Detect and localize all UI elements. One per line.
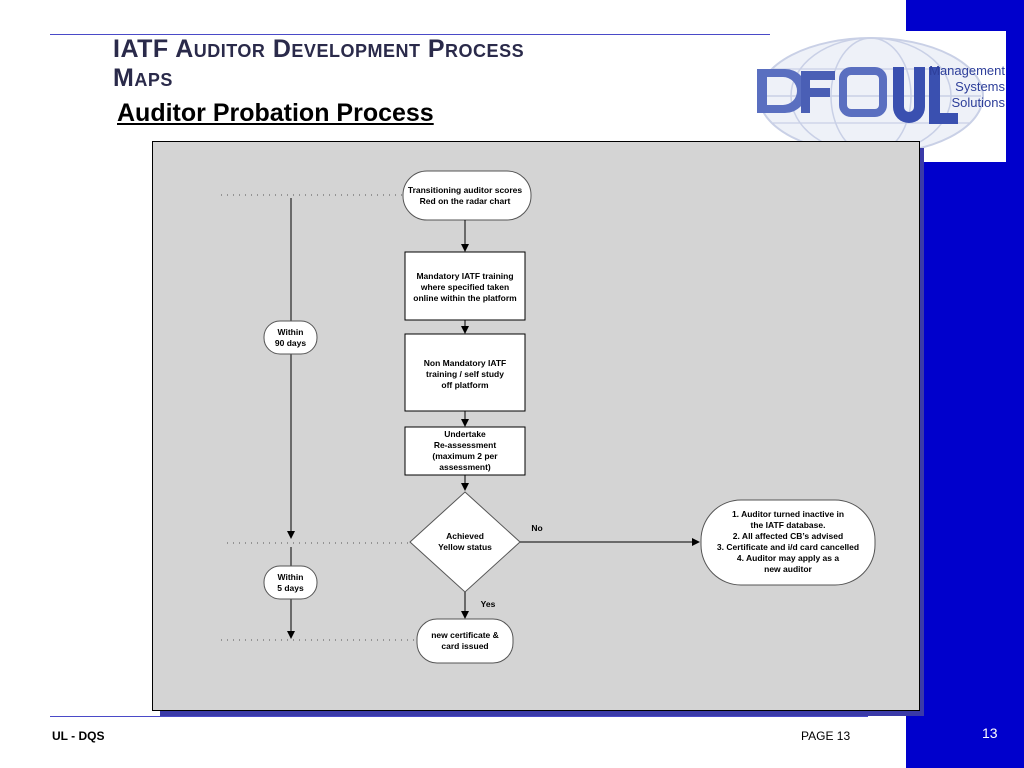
- outcome-yes-line2: card issued: [441, 641, 489, 651]
- page-title-line1: IATF Auditor Development Process: [113, 35, 525, 63]
- decision-line2: Yellow status: [438, 542, 492, 552]
- mandatory-training-line2: where specified taken: [420, 282, 510, 292]
- start-node-line2: Red on the radar chart: [419, 196, 511, 206]
- page-title-line2: Maps: [113, 64, 173, 92]
- footer-page-label: PAGE 13: [801, 729, 851, 743]
- no-label: No: [531, 523, 543, 533]
- start-node-line1: Transitioning auditor scores: [407, 185, 523, 195]
- flowchart-panel: [152, 141, 920, 711]
- reassessment-line1: Undertake: [444, 429, 486, 439]
- page-subtitle: Auditor Probation Process: [117, 99, 434, 127]
- flowchart: [153, 142, 921, 712]
- reassessment-line3: (maximum 2 per: [432, 451, 498, 461]
- yes-label: Yes: [480, 599, 496, 609]
- mandatory-training-line1: Mandatory IATF training: [416, 271, 514, 281]
- outcome-no-line3: 2. All affected CB’s advised: [732, 531, 844, 541]
- non-mandatory-training-line2: training / self study: [426, 369, 504, 379]
- logo-text-line2: Systems: [955, 79, 1005, 94]
- logo-text: [917, 63, 1005, 111]
- non-mandatory-training-line3: off platform: [441, 380, 489, 390]
- decision-line1: Achieved: [446, 531, 484, 541]
- timing-5-days-line2: 5 days: [277, 583, 304, 593]
- bottom-rule: [50, 716, 868, 717]
- reassessment-line4: assessment): [439, 462, 491, 472]
- outcome-no-line6: new auditor: [764, 564, 812, 574]
- reassessment-line2: Re-assessment: [433, 440, 497, 450]
- outcome-no-line2: the IATF database.: [750, 520, 826, 530]
- outcome-no-line1: 1. Auditor turned inactive in: [731, 509, 845, 519]
- page-title: [113, 35, 524, 93]
- footer-company: UL - DQS: [52, 729, 105, 743]
- timing-90-days-line2: 90 days: [274, 338, 307, 348]
- non-mandatory-training-line1: Non Mandatory IATF: [423, 358, 507, 368]
- logo-text-line3: Solutions: [951, 95, 1005, 110]
- logo-text-line1: Management: [929, 63, 1005, 78]
- outcome-no-line4: 3. Certificate and i/d card cancelled: [716, 542, 860, 552]
- mandatory-training-line3: online within the platform: [413, 293, 517, 303]
- timing-90-days-line1: Within: [277, 327, 304, 337]
- outcome-no-line5: 4. Auditor may apply as a: [736, 553, 840, 563]
- outcome-yes-line1: new certificate &: [431, 630, 499, 640]
- slide-number: 13: [982, 725, 998, 741]
- timing-5-days-line1: Within: [277, 572, 304, 582]
